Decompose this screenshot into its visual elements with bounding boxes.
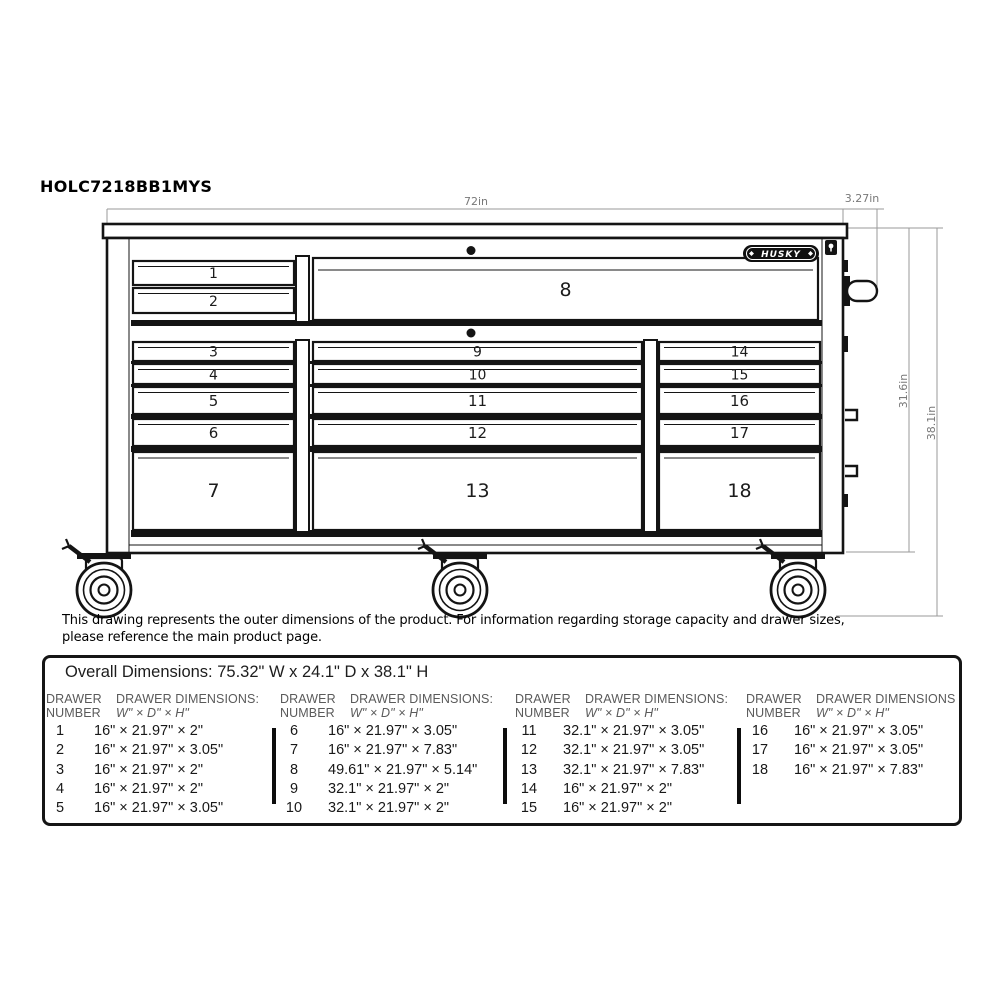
drawer-3 bbox=[133, 342, 294, 361]
drawer-dims-cell: 16" × 21.97" × 3.05" bbox=[794, 742, 924, 759]
svg-text:1: 1 bbox=[209, 266, 218, 282]
drawer-12 bbox=[313, 419, 642, 446]
svg-text:17: 17 bbox=[729, 424, 750, 442]
drawer-4 bbox=[133, 364, 294, 384]
drawer-dims-cell: 16" × 21.97" × 2" bbox=[94, 723, 203, 739]
svg-text:2: 2 bbox=[209, 294, 218, 310]
drawer-dims-cell: 16" × 21.97" × 2" bbox=[563, 800, 672, 817]
table-divider bbox=[272, 728, 276, 804]
svg-text:6: 6 bbox=[208, 424, 219, 442]
header-drawer: DRAWER bbox=[280, 692, 336, 706]
dim-label-total-height: 38.1in bbox=[925, 405, 938, 441]
svg-text:3: 3 bbox=[209, 344, 218, 361]
svg-text:9: 9 bbox=[473, 344, 482, 361]
svg-text:13: 13 bbox=[465, 480, 490, 502]
svg-text:4: 4 bbox=[209, 367, 218, 384]
drawer-number-cell: 6 bbox=[289, 723, 299, 739]
table-group-2-rows bbox=[280, 722, 515, 818]
dim-label-body-height: 31.6in bbox=[897, 373, 910, 409]
header-drawer: DRAWER bbox=[746, 692, 802, 706]
table-group-3-header bbox=[515, 693, 746, 720]
drawer-number-cell: 11 bbox=[521, 723, 537, 739]
table-group-4-rows bbox=[746, 722, 958, 780]
drawer-5 bbox=[133, 387, 294, 414]
side-handle bbox=[842, 276, 877, 306]
header-number: NUMBER bbox=[46, 705, 101, 720]
header-drawer: DRAWER bbox=[515, 692, 571, 706]
svg-text:12: 12 bbox=[467, 424, 488, 442]
svg-text:8: 8 bbox=[559, 279, 572, 301]
drawer-dims-cell: 32.1" × 21.97" × 3.05" bbox=[563, 723, 705, 739]
drawer-dims-cell: 16" × 21.97" × 3.05" bbox=[94, 800, 224, 817]
drawer-2 bbox=[133, 288, 294, 313]
table-divider bbox=[737, 728, 741, 804]
dimensions-table bbox=[42, 655, 962, 826]
table-group-1-header bbox=[46, 693, 280, 720]
header-number: NUMBER bbox=[280, 705, 335, 720]
header-dimensions: DRAWER DIMENSIONS: bbox=[585, 692, 729, 706]
drawer-number-cell: 1 bbox=[55, 723, 65, 739]
brand-badge bbox=[743, 245, 819, 262]
drawer-18 bbox=[659, 452, 820, 530]
drawer-number-cell: 8 bbox=[289, 761, 299, 778]
table-group-1-rows bbox=[46, 722, 280, 818]
table-group-3 bbox=[515, 693, 746, 818]
header-dimensions: DRAWER DIMENSIONS: bbox=[350, 692, 494, 706]
drawer-dims-cell: 49.61" × 21.97" × 5.14" bbox=[328, 761, 478, 778]
lock-top-icon bbox=[467, 246, 476, 255]
svg-text:15: 15 bbox=[730, 367, 749, 384]
drawer-dims-cell: 32.1" × 21.97" × 7.83" bbox=[563, 761, 705, 778]
drawer-dims-cell: 16" × 21.97" × 3.05" bbox=[794, 723, 924, 739]
drawer-number-cell: 18 bbox=[751, 761, 769, 778]
svg-text:5: 5 bbox=[208, 392, 219, 410]
drawer-16 bbox=[659, 387, 820, 414]
drawer-13 bbox=[313, 452, 642, 530]
drawing-note bbox=[62, 612, 845, 646]
svg-text:7: 7 bbox=[207, 480, 220, 502]
drawer-number-cell: 13 bbox=[520, 761, 538, 778]
dim-label-handle: 3.27in bbox=[844, 192, 880, 205]
table-group-4 bbox=[746, 693, 958, 818]
drawer-dims-cell: 32.1" × 21.97" × 2" bbox=[328, 800, 450, 817]
drawer-number-cell: 15 bbox=[520, 800, 538, 817]
drawer-17 bbox=[659, 419, 820, 446]
drawer-dims-cell: 32.1" × 21.97" × 3.05" bbox=[563, 742, 705, 759]
table-group-2-header bbox=[280, 693, 515, 720]
header-drawer: DRAWER bbox=[46, 692, 102, 706]
drawer-number-cell: 7 bbox=[289, 742, 299, 759]
svg-text:10: 10 bbox=[468, 367, 487, 384]
drawing-note-line1: This drawing represents the outer dimensions of the product. For information regarding storage capacity and drawer sizes, bbox=[62, 613, 845, 628]
svg-text:11: 11 bbox=[467, 392, 488, 410]
drawer-number-cell: 12 bbox=[520, 742, 538, 759]
drawer-number-cell: 2 bbox=[55, 742, 65, 759]
header-wdh: W" × D" × H" bbox=[816, 705, 889, 720]
drawer-number-cell: 3 bbox=[55, 761, 65, 778]
drawer-number-cell: 10 bbox=[285, 800, 303, 817]
drawer-dims-cell: 16" × 21.97" × 7.83" bbox=[794, 761, 924, 778]
model-number: HOLC7218BB1MYS bbox=[40, 177, 213, 196]
drawer-10 bbox=[313, 364, 642, 384]
header-dimensions: DRAWER DIMENSIONS bbox=[816, 692, 956, 706]
table-group-3-rows bbox=[515, 722, 746, 818]
drawer-number-cell: 17 bbox=[751, 742, 769, 759]
drawer-number-cell: 9 bbox=[289, 780, 299, 797]
table-group-2 bbox=[280, 693, 515, 818]
drawer-7 bbox=[133, 452, 294, 530]
drawer-9 bbox=[313, 342, 642, 361]
drawer-number-cell: 4 bbox=[55, 780, 65, 797]
header-dimensions: DRAWER DIMENSIONS: bbox=[116, 692, 260, 706]
svg-text:18: 18 bbox=[727, 480, 752, 502]
drawer-dims-cell: 16" × 21.97" × 2" bbox=[94, 761, 203, 778]
table-group-4-header bbox=[746, 693, 958, 720]
drawer-11 bbox=[313, 387, 642, 414]
header-number: NUMBER bbox=[515, 705, 570, 720]
drawer-1 bbox=[133, 261, 294, 285]
dim-label-width: 72in bbox=[463, 195, 489, 208]
padlock-icon bbox=[825, 240, 837, 255]
lock-middle-icon bbox=[467, 329, 476, 338]
drawer-dims-cell: 16" × 21.97" × 2" bbox=[94, 780, 203, 797]
drawer-6 bbox=[133, 419, 294, 446]
brand-badge-label: HUSKY bbox=[761, 250, 801, 260]
overall-dimensions-title: Overall Dimensions: 75.32" W x 24.1" D x 38.1" H bbox=[65, 663, 429, 681]
drawer-dims-cell: 16" × 21.97" × 2" bbox=[563, 780, 672, 797]
drawer-dims-cell: 16" × 21.97" × 3.05" bbox=[328, 723, 458, 739]
header-wdh: W" × D" × H" bbox=[585, 705, 658, 720]
drawer-number-cell: 5 bbox=[55, 800, 65, 817]
svg-text:14: 14 bbox=[730, 344, 749, 361]
header-wdh: W" × D" × H" bbox=[350, 705, 423, 720]
drawer-dims-cell: 32.1" × 21.97" × 2" bbox=[328, 780, 450, 797]
table-divider bbox=[503, 728, 507, 804]
header-wdh: W" × D" × H" bbox=[116, 705, 189, 720]
drawer-15 bbox=[659, 364, 820, 384]
drawer-number-cell: 14 bbox=[520, 780, 538, 797]
table-group-1 bbox=[46, 693, 280, 818]
drawer-dims-cell: 16" × 21.97" × 3.05" bbox=[94, 742, 224, 759]
svg-text:16: 16 bbox=[729, 392, 750, 410]
drawer-14 bbox=[659, 342, 820, 361]
header-number: NUMBER bbox=[746, 705, 801, 720]
drawer-dims-cell: 16" × 21.97" × 7.83" bbox=[328, 742, 458, 759]
drawer-number-cell: 16 bbox=[751, 723, 769, 739]
drawer-8 bbox=[313, 258, 818, 320]
dimensions-table-grid bbox=[46, 693, 958, 818]
drawing-note-line2: please reference the main product page. bbox=[62, 630, 322, 645]
